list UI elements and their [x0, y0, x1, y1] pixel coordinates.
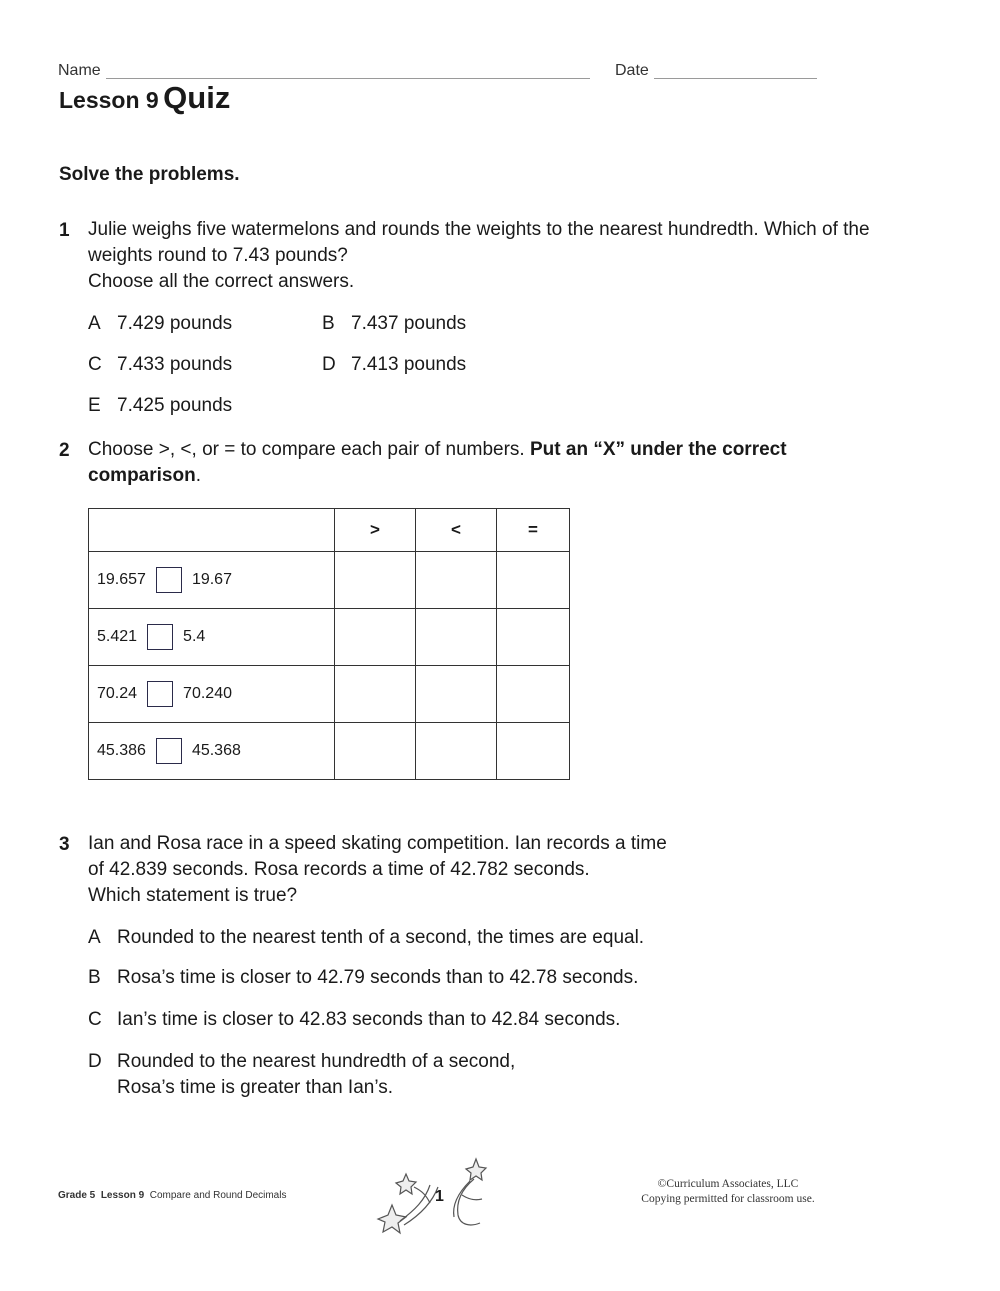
cell-equal[interactable] — [497, 723, 570, 780]
left-number: 70.24 — [97, 685, 138, 702]
q3-number: 3 — [59, 834, 70, 855]
q2-text-plain: Choose >, <, or = to compare each pair of numbers. — [88, 439, 530, 460]
table-header-row — [89, 509, 570, 552]
q1-line1: Julie weighs five watermelons and rounds the weights to the nearest hundredth. Which of the — [88, 219, 870, 240]
cell-less[interactable] — [416, 666, 497, 723]
number-pair — [89, 567, 334, 593]
cell-greater[interactable] — [335, 723, 416, 780]
number-pair — [89, 738, 334, 764]
permission-text: Copying permitted for classroom use. — [641, 1193, 815, 1205]
q3-line3: Which statement is true? — [88, 885, 298, 906]
table-row — [89, 552, 570, 609]
option-text: Rounded to the nearest hundredth of a second, — [117, 1051, 516, 1072]
footer-topic: Compare and Round Decimals — [149, 1190, 287, 1201]
table-row — [89, 723, 570, 780]
option-letter: D — [88, 1051, 102, 1072]
header-greater: > — [335, 509, 416, 552]
q3-line2: of 42.839 seconds. Rosa records a time of 42.782 seconds. — [88, 859, 590, 880]
footer-lesson: Lesson 9 — [100, 1190, 145, 1201]
option-letter: C — [88, 1009, 102, 1030]
q1-text — [88, 217, 968, 295]
answer-box[interactable] — [156, 567, 182, 593]
option-letter: A — [88, 313, 101, 334]
answer-box[interactable] — [156, 738, 182, 764]
left-number: 19.657 — [97, 571, 146, 588]
q3-option-b[interactable] — [88, 967, 638, 989]
cell-equal[interactable] — [497, 552, 570, 609]
right-number: 70.240 — [183, 685, 232, 702]
date-line[interactable] — [654, 78, 817, 79]
option-text: Ian’s time is closer to 42.83 seconds than to 42.84 seconds. — [117, 1009, 621, 1030]
name-label: Name — [58, 62, 101, 79]
q1-option-d[interactable] — [322, 354, 466, 376]
table-row — [89, 666, 570, 723]
q1-option-e[interactable] — [88, 395, 232, 417]
table-row — [89, 609, 570, 666]
header-less: < — [416, 509, 497, 552]
option-letter: C — [88, 354, 102, 375]
cell-equal[interactable] — [497, 666, 570, 723]
copyright-text: ©Curriculum Associates, LLC — [657, 1178, 799, 1190]
footer-copyright — [628, 1177, 828, 1207]
q1-line3: Choose all the correct answers. — [88, 271, 355, 292]
option-letter: B — [88, 967, 101, 988]
q3-text — [88, 831, 968, 909]
answer-box[interactable] — [147, 624, 173, 650]
cell-less[interactable] — [416, 552, 497, 609]
cell-less[interactable] — [416, 723, 497, 780]
right-number: 5.4 — [183, 628, 206, 645]
q3-option-c[interactable] — [88, 1009, 620, 1031]
comparison-table — [88, 508, 570, 780]
cell-greater[interactable] — [335, 609, 416, 666]
right-number: 19.67 — [191, 571, 232, 588]
q2-text-bold-2: comparison — [88, 465, 196, 486]
left-number: 45.386 — [97, 742, 146, 759]
option-text: 7.429 pounds — [117, 313, 233, 334]
q1-option-a[interactable] — [88, 313, 232, 335]
answer-box[interactable] — [147, 681, 173, 707]
cell-less[interactable] — [416, 609, 497, 666]
option-text: 7.425 pounds — [117, 395, 233, 416]
q1-option-c[interactable] — [88, 354, 232, 376]
q2-text-bold-1: Put an “X” under the correct — [530, 439, 787, 460]
shooting-stars-icon — [370, 1155, 495, 1237]
option-letter: E — [88, 395, 101, 416]
page-number: 1 — [435, 1188, 444, 1205]
title-main: Quiz — [163, 80, 231, 115]
cell-greater[interactable] — [335, 552, 416, 609]
q2-number: 2 — [59, 440, 70, 461]
option-text-line2: Rosa’s time is greater than Ian’s. — [117, 1077, 393, 1098]
q3-option-a[interactable] — [88, 927, 644, 949]
q3-line1: Ian and Rosa race in a speed skating competition. Ian records a time — [88, 833, 667, 854]
option-text: 7.433 pounds — [117, 354, 233, 375]
option-text: 7.413 pounds — [351, 354, 467, 375]
option-text: Rosa’s time is closer to 42.79 seconds than to 42.78 seconds. — [117, 967, 639, 988]
number-pair — [89, 681, 334, 707]
option-letter: A — [88, 927, 101, 948]
footer-course-info — [58, 1190, 286, 1201]
q2-text-end: . — [195, 465, 201, 486]
cell-equal[interactable] — [497, 609, 570, 666]
header-blank — [89, 509, 335, 552]
title-prefix: Lesson 9 — [59, 87, 159, 113]
instructions: Solve the problems. — [59, 164, 240, 185]
q1-line2: weights round to 7.43 pounds? — [88, 245, 348, 266]
date-label: Date — [615, 62, 649, 79]
header-equal: = — [497, 509, 570, 552]
page-title — [59, 80, 230, 116]
cell-greater[interactable] — [335, 666, 416, 723]
left-number: 5.421 — [97, 628, 138, 645]
q1-option-b[interactable] — [322, 313, 466, 335]
q3-option-d[interactable] — [88, 1049, 515, 1101]
option-text: 7.437 pounds — [351, 313, 467, 334]
footer-grade: Grade 5 — [58, 1190, 96, 1201]
q2-text — [88, 437, 968, 489]
option-letter: B — [322, 313, 335, 334]
number-pair — [89, 624, 334, 650]
right-number: 45.368 — [191, 742, 241, 759]
option-letter: D — [322, 354, 336, 375]
option-text: Rounded to the nearest tenth of a second, the times are equal. — [117, 927, 645, 948]
q1-number: 1 — [59, 220, 70, 241]
name-line[interactable] — [106, 78, 590, 79]
